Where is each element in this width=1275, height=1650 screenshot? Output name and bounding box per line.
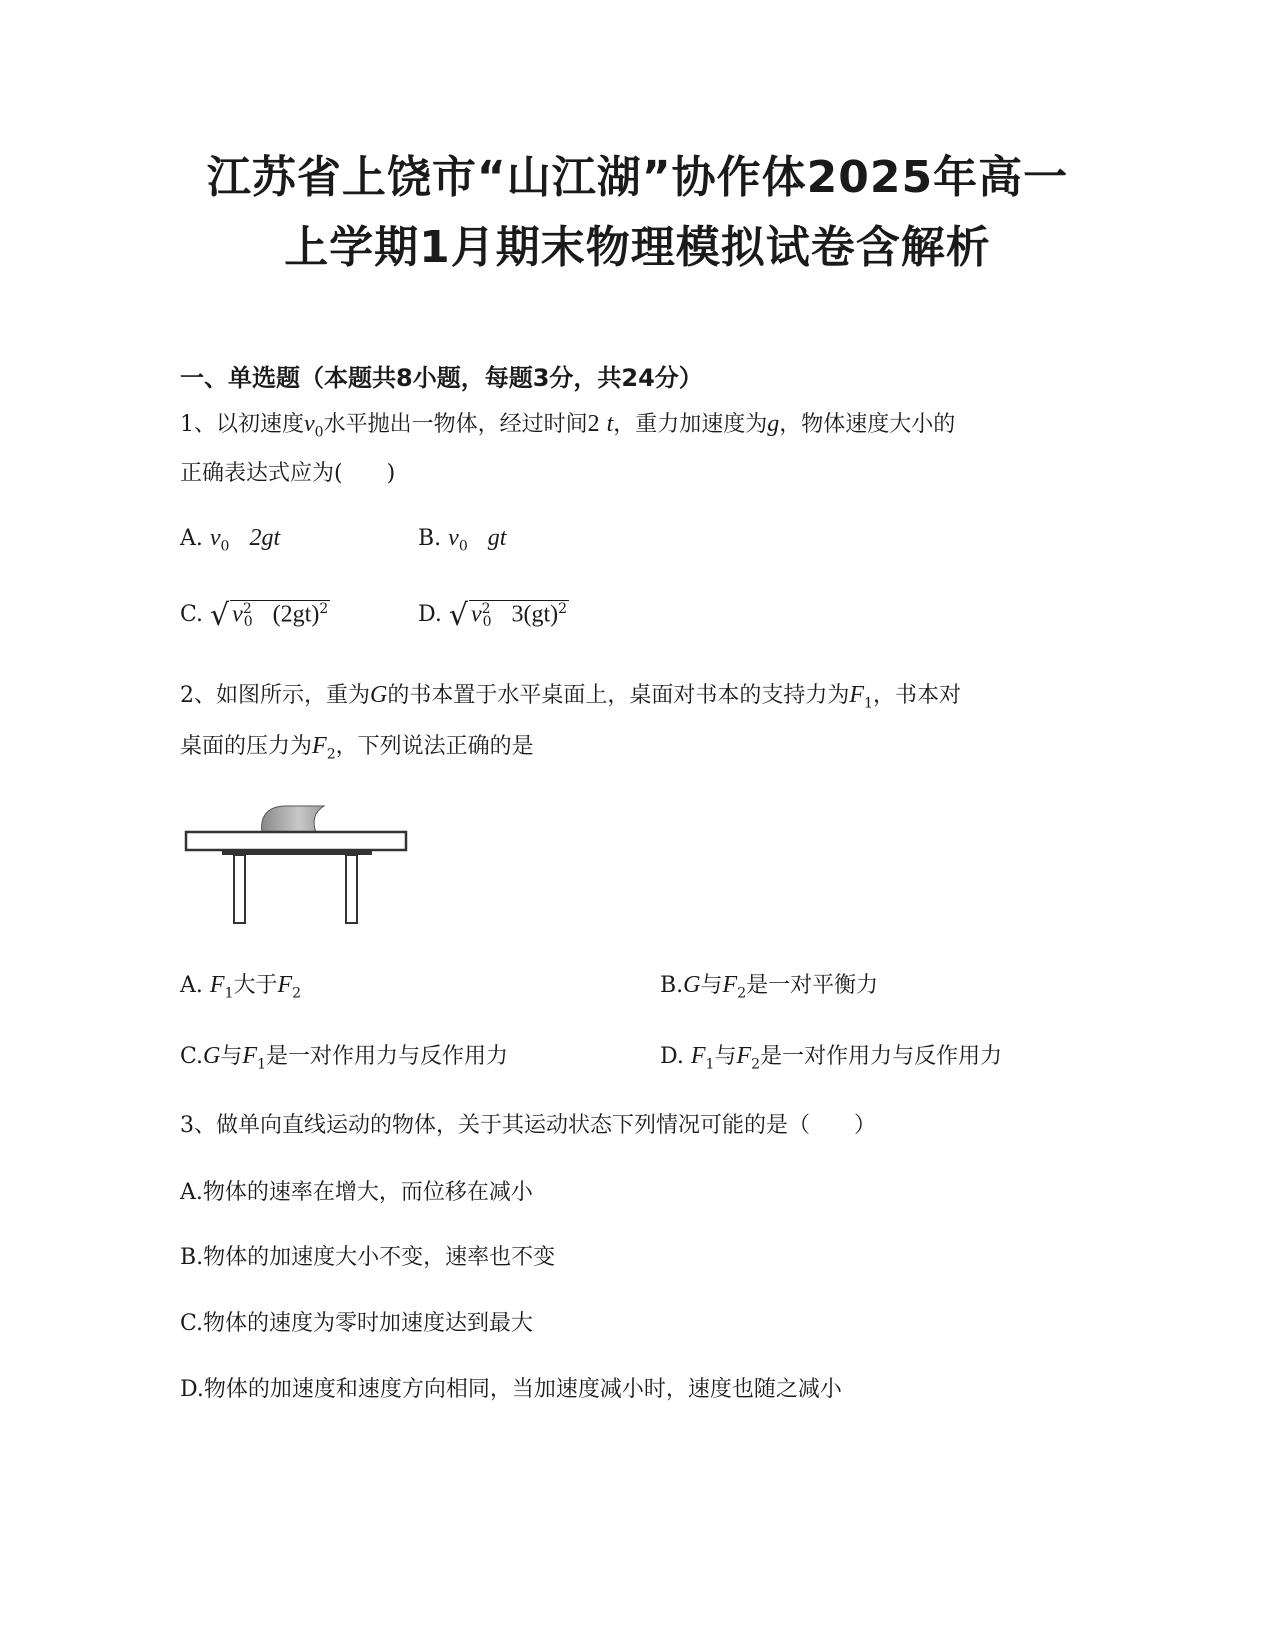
table-with-book-figure bbox=[182, 800, 412, 928]
table-leg-left bbox=[234, 855, 245, 923]
book-shape bbox=[262, 806, 324, 832]
q1-option-a: A. $v_0$ 2gt bbox=[180, 525, 281, 555]
q3-stem: 3、做单向直线运动的物体，关于其运动状态下列情况可能的是（ ） bbox=[180, 1113, 876, 1138]
q3-option-c: C.物体的速度为零时加速度达到最大 bbox=[180, 1311, 534, 1336]
q1-option-d: D. √ $v^2_0$ 3(gt)$^2$ bbox=[418, 598, 568, 633]
table-leg-right bbox=[346, 855, 357, 923]
q2-stem-line-1: 2、如图所示，重为G的书本置于水平桌面上，桌面对书本的支持力为$F_1$，书本对 bbox=[180, 682, 961, 712]
q2-option-b: B.G与$F_2$是一对平衡力 bbox=[660, 972, 879, 1002]
q3-option-d: D.物体的加速度和速度方向相同，当加速度减小时，速度也随之减小 bbox=[180, 1377, 842, 1402]
q1-option-c: C. √ $v^2_0$ $(2gt)^2$ bbox=[180, 598, 329, 633]
title-line-2: 上学期1月期末物理模拟试卷含解析 bbox=[284, 222, 991, 273]
q2-stem-line-2: 桌面的压力为$F_2$，下列说法正确的是 bbox=[180, 733, 534, 763]
q1-stem-line-1: 1、以初速度$v_0$水平抛出一物体，经过时间2 t，重力加速度为g，物体速度大小的 bbox=[180, 411, 956, 441]
q1-stem-line-2: 正确表达式应为( ) bbox=[180, 461, 396, 486]
q3-option-a: A.物体的速率在增大，而位移在减小 bbox=[180, 1180, 533, 1205]
q3-option-b: B.物体的加速度大小不变，速率也不变 bbox=[180, 1245, 556, 1270]
q2-option-d: D. $F_1$与$F_2$是一对作用力与反作用力 bbox=[660, 1043, 1003, 1073]
section-heading: 一、单选题（本题共8小题，每题3分，共24分） bbox=[180, 364, 703, 392]
q1-option-b: B. $v_0$ gt bbox=[418, 525, 507, 555]
title-line-1: 江苏省上饶市“山江湖”协作体2025年高一 bbox=[206, 152, 1069, 203]
q2-option-a: A. $F_1$大于$F_2$ bbox=[180, 972, 302, 1002]
q2-option-c: C.G与$F_1$是一对作用力与反作用力 bbox=[180, 1043, 509, 1073]
table-top bbox=[186, 832, 406, 850]
